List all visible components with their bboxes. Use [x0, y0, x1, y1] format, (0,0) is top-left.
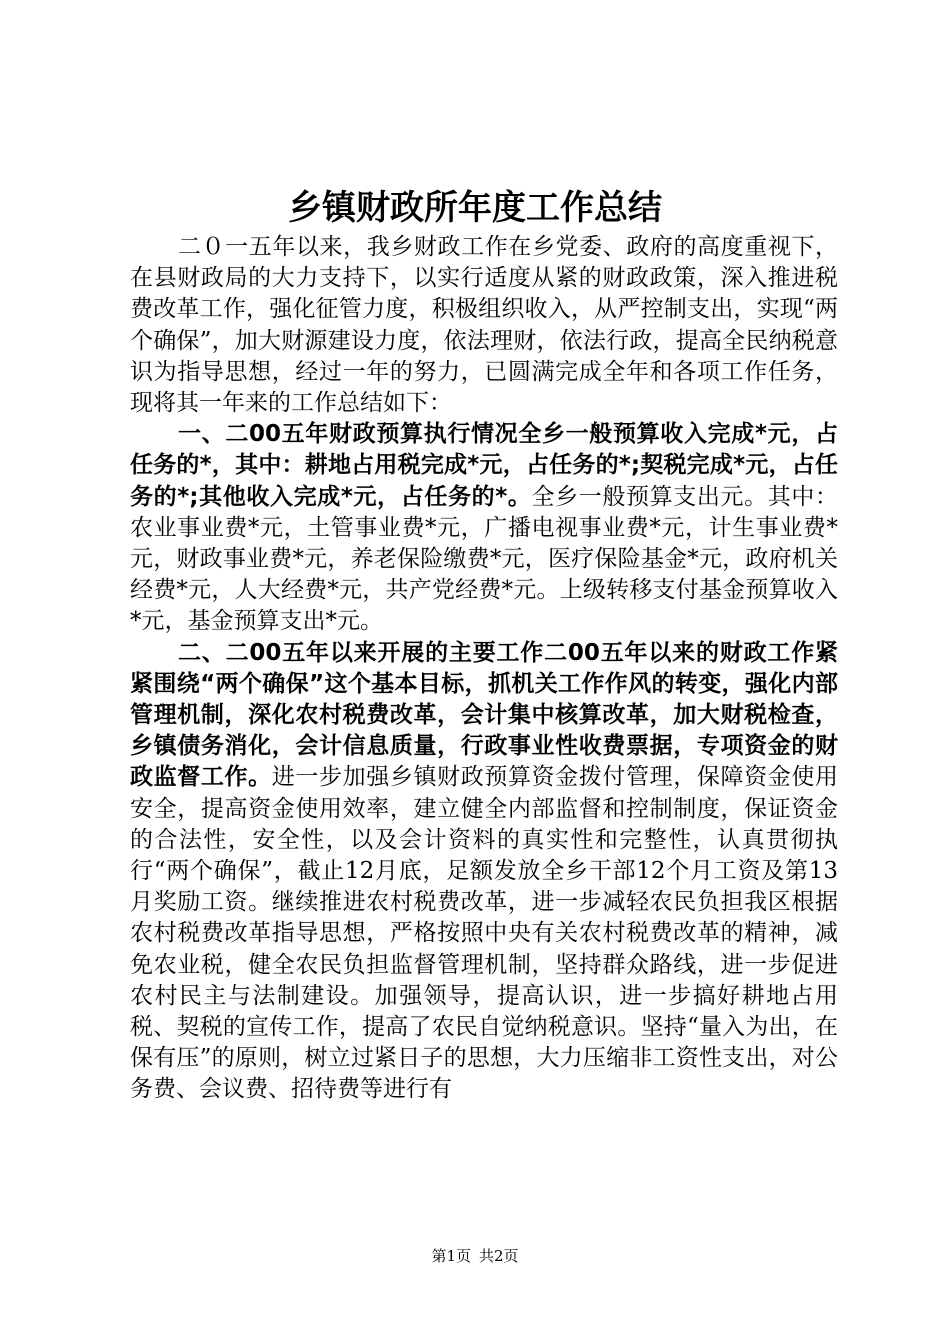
document-title: 乡镇财政所年度工作总结	[288, 188, 662, 228]
paragraph-section-2	[130, 638, 838, 1106]
page-number: 第1页	[431, 1247, 471, 1265]
document-body	[130, 232, 838, 1106]
paragraph-heading: 二、二00五年以来开展的主要工作二00五年以来的财政工作紧紧围绕“两个确保”这个基本目标，抓机关工作作风的转变，强化内部管理机制，深化农村税费改革，会计集中核算改革，加大财税检查，乡镇债务消化，会计信息质量，行政事业性收费票据，专项资金的财政监督工作。	[130, 639, 838, 791]
paragraph-intro	[130, 232, 838, 419]
paragraph-text: 二０一五年以来，我乡财政工作在乡党委、政府的高度重视下，在县财政局的大力支持下，以实行适度从紧的财政政策，深入推进税费改革工作，强化征管力度，积极组织收入，从严控制支出，实现“两个确保”，加大财源建设力度，依法理财，依法行政，提高全民纳税意识为指导思想，经过一年的努力，已圆满完成全年和各项工作任务，现将其一年来的工作总结如下：	[130, 234, 838, 417]
page-total: 共2页	[479, 1247, 519, 1265]
paragraph-section-1	[130, 419, 838, 637]
page-footer	[0, 1246, 950, 1266]
paragraph-text: 全乡一般预算支出元。其中：农业事业费*元，土管事业费*元，广播电视事业费*元，计生事业费*元，财政事业费*元，养老保险缴费*元，医疗保险基金*元，政府机关经费*元，人大经费*元，共产党经费*元。上级转移支付基金预算收入*元，基金预算支出*元。	[130, 483, 839, 635]
paragraph-text: 进一步加强乡镇财政预算资金拨付管理，保障资金使用安全，提高资金使用效率，建立健全内部监督和控制制度，保证资金的合法性，安全性，以及会计资料的真实性和完整性，认真贯彻执行“两个确保”，截止12月底，足额发放全乡干部12个月工资及第13月奖励工资。继续推进农村税费改革，进一步减轻农民负担我区根据农村税费改革指导思想，严格按照中央有关农村税费改革的精神，减免农业税，健全农民负担监督管理机制，坚持群众路线，进一步促进农村民主与法制建设。加强领导，提高认识，进一步搞好耕地占用税、契税的宣传工作，提高了农民自觉纳税意识。坚持“量入为出，在保有压”的原则，树立过紧日子的思想，大力压缩非工资性支出，对公务费、会议费、招待费等进行有	[130, 764, 839, 1103]
paragraph-heading: 一、二00五年财政预算执行情况全乡一般预算收入完成*元，占任务的*，其中：耕地占用税完成*元，占任务的*;契税完成*元，占任务的*;其他收入完成*元，占任务的*。	[130, 421, 838, 510]
